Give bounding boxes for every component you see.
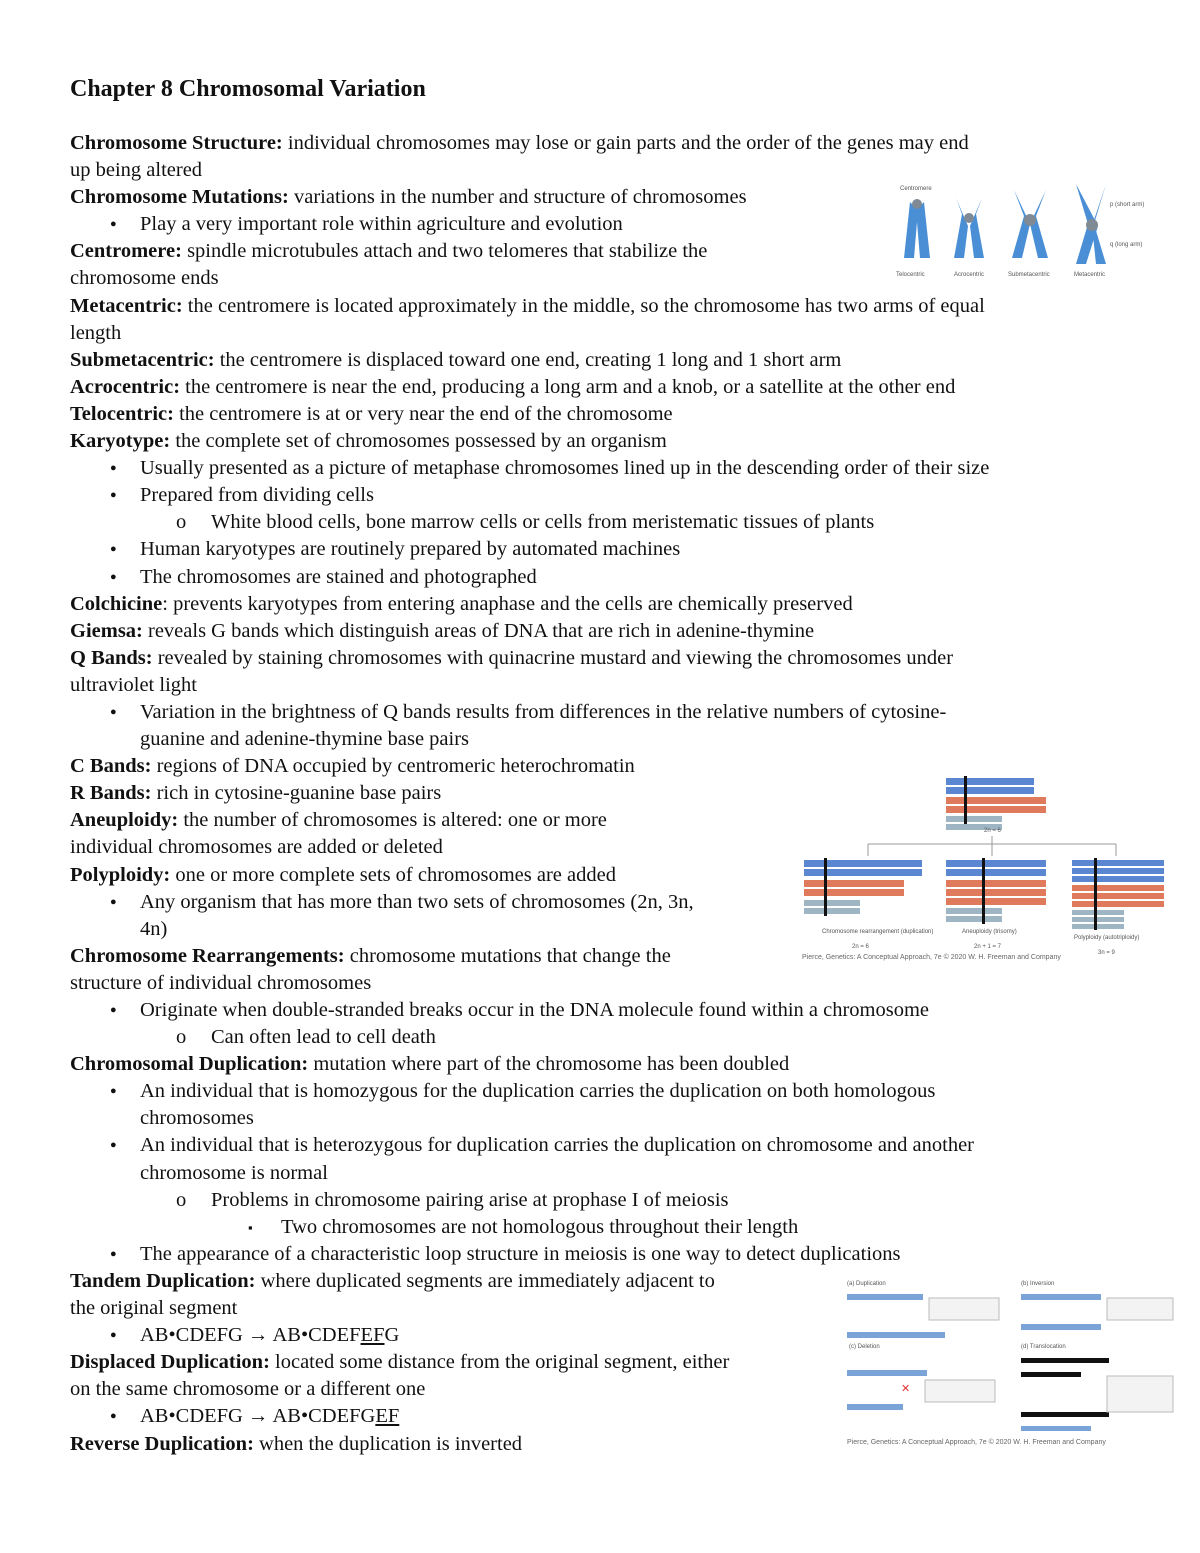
rearrangement-ploidy: 2n = 6 — [852, 944, 869, 950]
definition: the number of chromosomes is altered: one or more — [178, 809, 607, 832]
bullet-continuation: chromosomes — [140, 1107, 254, 1130]
line: individual chromosomes are added or deleted — [70, 836, 443, 859]
translocation-panel-label: (d) Translocation — [1021, 1344, 1066, 1350]
chromosome-types-diagram — [892, 180, 1145, 280]
definition: the centromere is at or very near the end of the chromosome — [173, 402, 673, 425]
rearrangement-karyotype — [804, 858, 922, 916]
term: Colchicine — [70, 592, 163, 615]
definition: chromosome mutations that change the — [344, 944, 671, 967]
p-arm-label: p (short arm) — [1110, 202, 1145, 208]
definition: the centromere is near the end, producing a long arm and a knob, or a satellite at the other end — [180, 375, 956, 398]
polyploidy-ploidy: 3n = 9 — [1098, 950, 1115, 956]
line: length — [70, 321, 122, 344]
term: Q Bands: — [70, 646, 153, 669]
break-mark-icon: ✕ — [901, 1382, 911, 1395]
definition: variations in the number and structure of chromosomes — [288, 186, 747, 209]
term: Displaced Duplication: — [70, 1351, 270, 1374]
aneuploidy-label: Aneuploidy (trisomy) — [962, 929, 1017, 935]
bullet-item: ● The chromosomes are stained and photographed — [70, 564, 1130, 591]
acrocentric-chromosome — [954, 198, 984, 258]
bullet-item: ● Variation in the brightness of Q bands results from differences in the relative numbers of cytosine- — [70, 699, 1130, 726]
definition: : prevents karyotypes from entering anaphase and the cells are chemically preserved — [162, 592, 853, 615]
line-giemsa — [70, 618, 1130, 645]
term: Acrocentric: — [70, 375, 181, 398]
bullet-item: ● The appearance of a characteristic loop structure in meiosis is one way to detect duplications — [70, 1241, 1130, 1268]
sub-bullet-item: o White blood cells, bone marrow cells or cells from meristematic tissues of plants — [70, 509, 1130, 536]
rearrangements-diagram — [845, 1276, 1175, 1448]
polyploidy-karyotype — [1072, 858, 1164, 930]
line: up being altered — [70, 159, 203, 182]
duplication-panel-label: (a) Duplication — [847, 1281, 886, 1287]
line: structure of individual chromosomes — [70, 971, 372, 994]
term: Chromosomal Duplication: — [70, 1053, 309, 1076]
sub-sub-bullet-item: ▪ Two chromosomes are not homologous throughout their length — [70, 1214, 1130, 1241]
submetacentric-label: Submetacentric — [1008, 272, 1050, 278]
line: the original segment — [70, 1297, 238, 1320]
line: ultraviolet light — [70, 673, 197, 696]
term: R Bands: — [70, 782, 152, 805]
term: Polyploidy: — [70, 863, 171, 886]
definition: the complete set of chromosomes possessed by an organism — [170, 430, 667, 453]
duplicated-segment: EF — [360, 1324, 385, 1347]
term: Aneuploidy: — [70, 809, 179, 832]
line-acrocentric — [70, 374, 1130, 401]
page-title: Chapter 8 Chromosomal Variation — [70, 76, 426, 102]
term: Giemsa: — [70, 619, 143, 642]
definition: rich in cytosine-guanine base pairs — [151, 782, 442, 805]
definition: reveals G bands which distinguish areas of DNA that are rich in adenine-thymine — [142, 619, 815, 642]
telocentric-label: Telocentric — [896, 272, 925, 278]
line-metacentric — [70, 293, 1130, 320]
parent-ploidy-label: 2n = 6 — [984, 828, 1001, 834]
bullet-item: ● Any organism that has more than two sets of chromosomes (2n, 3n, — [70, 889, 1130, 916]
example-text: AB•CDEFG → AB•CDEF — [140, 1324, 361, 1347]
metacentric-chromosome — [1076, 184, 1106, 264]
ploidy-credit: Pierce, Genetics: A Conceptual Approach, 7e © 2020 W. H. Freeman and Company — [802, 954, 1061, 961]
centromere-label: Centromere — [900, 186, 932, 192]
term: Submetacentric: — [70, 348, 215, 371]
definition: individual chromosomes may lose or gain parts and the order of the genes may end — [282, 132, 969, 154]
definition: mutation where part of the chromosome has been doubled — [308, 1053, 790, 1076]
figure-rearrangements — [845, 1276, 1175, 1448]
sub-bullet-item: o Can often lead to cell death — [70, 1024, 1130, 1051]
line-telocentric — [70, 401, 1130, 428]
definition: revealed by staining chromosomes with quinacrine mustard and viewing the chromosomes under — [152, 646, 954, 669]
bullet-continuation: guanine and adenine-thymine base pairs — [140, 728, 470, 751]
definition: the centromere is displaced toward one end, creating 1 long and 1 short arm — [214, 348, 842, 371]
telocentric-chromosome — [904, 199, 930, 258]
term: Metacentric: — [70, 294, 183, 317]
submetacentric-chromosome — [1012, 190, 1048, 258]
term: Telocentric: — [70, 402, 174, 425]
rearrangements-credit: Pierce, Genetics: A Conceptual Approach, 7e © 2020 W. H. Freeman and Company — [847, 1439, 1106, 1446]
q-arm-label: q (long arm) — [1110, 242, 1143, 248]
bullet-item: ● An individual that is heterozygous for duplication carries the duplication on chromosome and another — [70, 1132, 1130, 1159]
term: Tandem Duplication: — [70, 1269, 256, 1292]
bullet-item: ● Originate when double-stranded breaks occur in the DNA molecule found within a chromosome — [70, 997, 1130, 1024]
parent-karyotype — [946, 776, 1046, 834]
metacentric-label: Metacentric — [1074, 272, 1106, 278]
polyploidy-label: Polyploidy (autotriploidy) — [1074, 935, 1140, 941]
term: Chromosome Mutations: — [70, 186, 289, 209]
definition: regions of DNA occupied by centromeric heterochromatin — [151, 755, 635, 778]
bullet-item: ● An individual that is homozygous for the duplication carries the duplication on both homologous — [70, 1078, 1130, 1105]
definition: the centromere is located approximately in the middle, so the chromosome has two arms of equal — [182, 294, 985, 317]
duplicated-segment: EF — [375, 1405, 400, 1428]
line-chromosomal-duplication — [70, 1051, 1130, 1078]
line-chromosome-structure — [70, 130, 1130, 157]
term: C Bands: — [70, 755, 152, 778]
example-text: G — [384, 1324, 400, 1347]
line-submetacentric — [70, 347, 1130, 374]
ploidy-diagram — [802, 768, 1168, 964]
acrocentric-label: Acrocentric — [954, 272, 985, 278]
sub-bullet-item: o Problems in chromosome pairing arise at prophase I of meiosis — [70, 1187, 1130, 1214]
line-karyotype — [70, 428, 1130, 455]
figure-ploidy — [802, 768, 1168, 964]
term: Chromosome Rearrangements: — [70, 944, 345, 967]
figure-chromosome-types — [892, 180, 1145, 280]
line: on the same chromosome or a different one — [70, 1378, 426, 1401]
bullet-item: ● Play a very important role within agriculture and evolution — [70, 211, 1130, 238]
definition: one or more complete sets of chromosomes are added — [170, 863, 616, 886]
definition: where duplicated segments are immediately adjacent to — [255, 1269, 715, 1292]
line-q-bands — [70, 645, 1130, 672]
term: Karyotype: — [70, 430, 171, 453]
definition: spindle microtubules attach and two telomeres that stabilize the — [181, 240, 708, 263]
term: Centromere: — [70, 240, 182, 263]
definition: when the duplication is inverted — [253, 1432, 523, 1455]
bullet-item: ● Human karyotypes are routinely prepared by automated machines — [70, 536, 1130, 563]
bullet-item: ● Prepared from dividing cells — [70, 482, 1130, 509]
line: chromosome ends — [70, 267, 219, 290]
aneuploidy-ploidy: 2n + 1 = 7 — [974, 944, 1002, 950]
bullet-item: ● Usually presented as a picture of metaphase chromosomes lined up in the descending order of their size — [70, 455, 1130, 482]
line-colchicine — [70, 591, 1130, 618]
rearrangement-label: Chromosome rearrangement (duplication) — [822, 929, 934, 935]
bullet-continuation: 4n) — [140, 917, 168, 940]
bullet-continuation: chromosome is normal — [140, 1161, 328, 1184]
term: Chromosome Structure: — [70, 132, 283, 154]
deletion-panel-label: (c) Deletion — [849, 1344, 880, 1350]
term: Reverse Duplication: — [70, 1432, 254, 1455]
inversion-panel-label: (b) Inversion — [1021, 1281, 1055, 1287]
example-text: AB•CDEFG → AB•CDEFG — [140, 1405, 376, 1428]
definition: located some distance from the original segment, either — [269, 1351, 730, 1374]
aneuploidy-karyotype — [946, 858, 1046, 924]
